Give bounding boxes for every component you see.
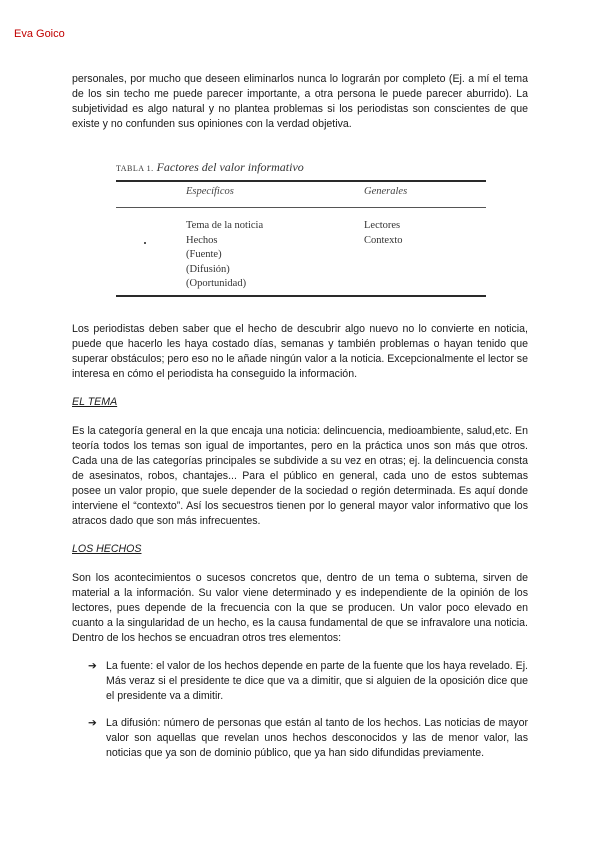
table-header-rule	[116, 207, 486, 208]
intro-paragraph: personales, por mucho que deseen eliminarlos nunca lo lograrán por completo (Ej. a mí el tema de los sin techo me puede parecer importante, a otra persona le puede parecer aburrido). La subjetividad es algo natural y no plantea problemas si los periodistas son conscientes de que existe y no confunden sus opiniones con la verdad objetiva.	[72, 73, 528, 130]
table-cell: Tema de la noticia	[186, 220, 264, 231]
table-cell: (Oportunidad)	[186, 278, 247, 289]
table-bottom-rule	[116, 295, 486, 297]
table-cell: (Fuente)	[186, 249, 222, 260]
table-cell: Lectores	[364, 220, 401, 231]
generales-list	[364, 219, 403, 248]
section-heading-tema: EL TEMA	[72, 396, 118, 408]
table-caption-title: Factores del valor informativo	[156, 160, 304, 174]
paragraph-after-table: Los periodistas deben saber que el hecho de descubrir algo nuevo no lo convierte en noticia, puede que hacerlo les haya costado días, semanas y también problemas o hayan tenido que superar obstáculos; pero eso no le añade ningún valor a la noticia. Excepcionalmente el lector se interesa en cómo el periodista ha conseguido la información.	[72, 323, 528, 380]
arrow-icon: ➔	[88, 660, 97, 672]
section-heading-hechos: LOS HECHOS	[72, 543, 142, 555]
column-header-especificos: Específicos	[186, 186, 234, 197]
table-cell: (Difusión)	[186, 263, 230, 275]
column-header-generales: Generales	[364, 186, 408, 197]
table-cell: Contexto	[364, 234, 403, 246]
bullet-text: La fuente: el valor de los hechos depende en parte de la fuente que los haya revelado. Ej. Más veraz si el presidente te dice que va a dimitir, que si alguien de la oposición dice que el presidente va a dimitir.	[106, 660, 528, 702]
table-caption-prefix: TABLA 1.	[116, 164, 154, 173]
author-name: Eva Goico	[14, 28, 65, 40]
table-caption	[116, 160, 304, 175]
bullet-difusion	[88, 716, 528, 761]
section-text-hechos: Son los acontecimientos o sucesos concretos que, dentro de un tema o subtema, sirven de material a la información. Su valor viene determinado y es independiente de la opinión de los lectores, pues depende de la frecuencia con la que se producen. Un valor poco elevado en cuanto a la singularidad de un hecho, es la causa fundamental de que se infravalore una noticia. Dentro de los hechos se encuadran otros tres elementos:	[72, 572, 528, 644]
table-cell: Hechos	[186, 234, 218, 246]
arrow-icon: ➔	[88, 717, 97, 729]
especificos-list	[186, 219, 263, 292]
table-top-rule	[116, 180, 486, 182]
section-text-tema: Es la categoría general en la que encaja una noticia: delincuencia, medioambiente, salud,etc. En teoría todos los temas son igual de importantes, pero en la práctica unos son más que otros. Cada una de las categorías principales se subdivide a su vez en otras; ej. la delincuencia consta de asesinatos, robos, chantajes... Para el público en general, cada uno de estos subtemas posee un valor propio, que suele depender de la sociedad o región determinada. Es aquí donde interviene el “contexto”. Así los secuestros tienen por lo general mayor valor informativo que los atracos dado que son más infrecuentes.	[72, 425, 528, 527]
bullet-text: La difusión: número de personas que están al tanto de los hechos. Las noticias de mayor valor son aquellas que revelan unos hechos desconocidos y las de menor valor, las noticias que ya son de dominio público, que ya han sido difundidas previamente.	[106, 717, 528, 759]
scan-speck	[144, 242, 146, 244]
bullet-fuente	[88, 659, 528, 704]
